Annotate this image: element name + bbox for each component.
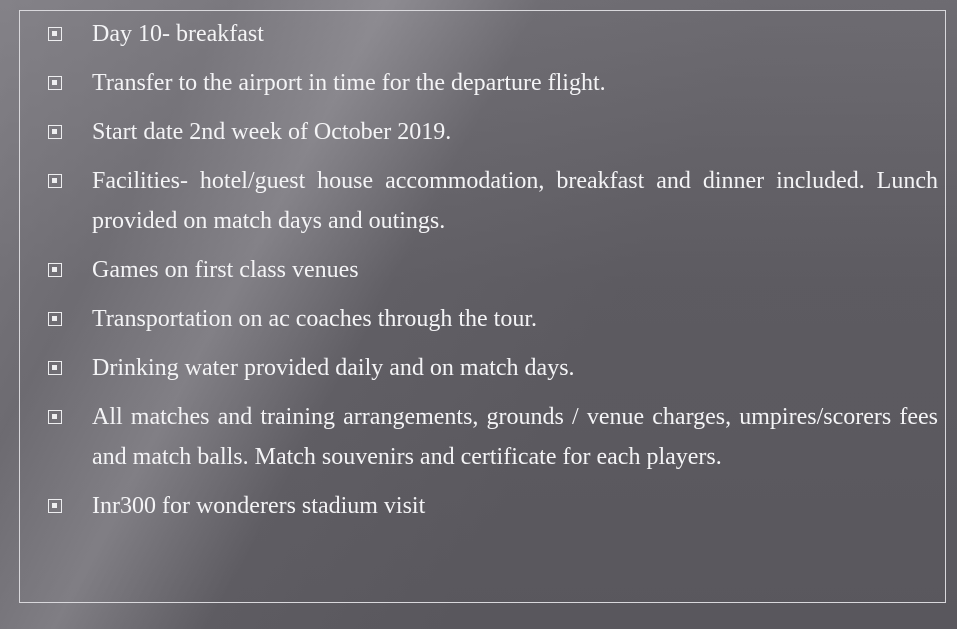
list-item xyxy=(46,112,938,152)
list-item-text: Transfer to the airport in time for the departure flight. xyxy=(92,70,606,96)
list-item xyxy=(46,250,938,290)
square-bullet-icon xyxy=(48,174,62,188)
list-item-text: Day 10- breakfast xyxy=(92,21,264,47)
list-item-text: Games on first class venues xyxy=(92,257,359,283)
square-bullet-icon xyxy=(48,27,62,41)
square-bullet-icon xyxy=(48,410,62,424)
list-item xyxy=(46,397,938,477)
list-item-text: Drinking water provided daily and on match days. xyxy=(92,355,575,381)
list-item xyxy=(46,63,938,103)
list-item-text: Inr300 for wonderers stadium visit xyxy=(92,493,426,519)
bullet-list xyxy=(46,14,938,535)
square-bullet-icon xyxy=(48,361,62,375)
list-item-text: Start date 2nd week of October 2019. xyxy=(92,119,452,145)
square-bullet-icon xyxy=(48,125,62,139)
list-item xyxy=(46,348,938,388)
list-item-text: All matches and training arrangements, grounds / venue charges, umpires/scorers fees and match balls. Match souvenirs and certificate for each players. xyxy=(92,404,938,470)
square-bullet-icon xyxy=(48,263,62,277)
square-bullet-icon xyxy=(48,499,62,513)
list-item xyxy=(46,14,938,54)
list-item-text: Transportation on ac coaches through the tour. xyxy=(92,306,538,332)
list-item xyxy=(46,299,938,339)
list-item xyxy=(46,161,938,241)
square-bullet-icon xyxy=(48,76,62,90)
list-item xyxy=(46,486,938,526)
square-bullet-icon xyxy=(48,312,62,326)
list-item-text: Facilities- hotel/guest house accommodation, breakfast and dinner included. Lunch provided on match days and outings. xyxy=(92,168,938,234)
